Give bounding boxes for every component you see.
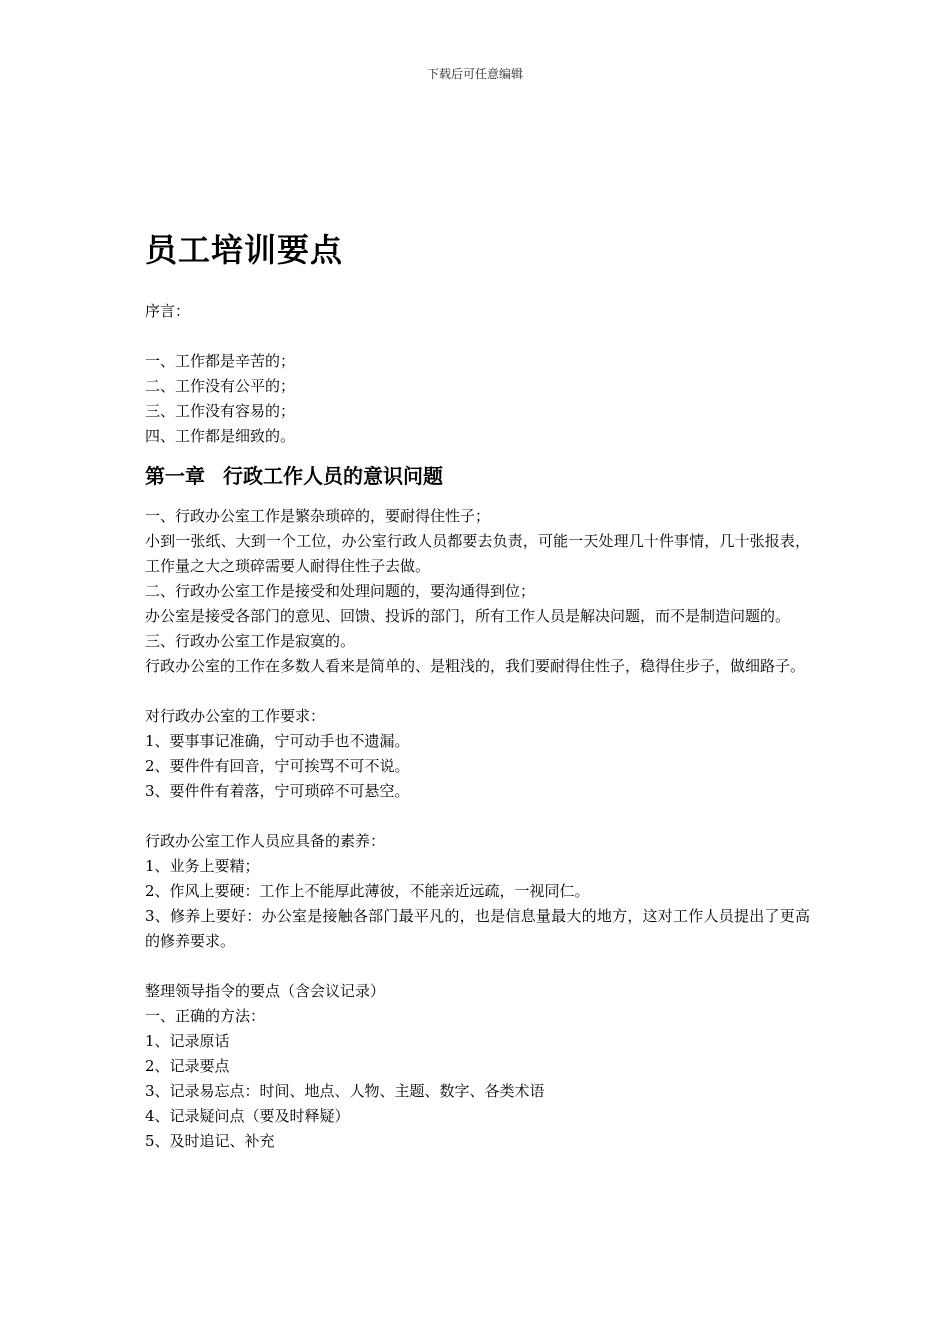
instruction-item: 3、记录易忘点：时间、地点、人物、主题、数字、各类术语	[145, 1082, 545, 1100]
section-point: 三、行政办公室工作是寂寞的。	[145, 632, 356, 650]
qualities-heading: 行政办公室工作人员应具备的素养：	[145, 832, 386, 850]
preface-item: 一、工作都是辛苦的；	[145, 352, 296, 370]
section-paragraph: 办公室是接受各部门的意见、回馈、投诉的部门，所有工作人员是解决问题，而不是制造问题的。	[145, 607, 791, 625]
requirements-heading: 对行政办公室的工作要求：	[145, 707, 326, 725]
preface-label: 序言：	[145, 302, 191, 320]
section-paragraph: 行政办公室的工作在多数人看来是简单的、是粗浅的，我们要耐得住性子，稳得住步子，做细路子。	[145, 657, 806, 675]
chapter-name: 行政工作人员的意识问题	[223, 464, 443, 488]
instruction-item: 1、记录原话	[145, 1032, 230, 1050]
section-point: 二、行政办公室工作是接受和处理问题的，要沟通得到位；	[145, 582, 536, 600]
chapter-number: 第一章	[145, 464, 205, 488]
blank-line	[145, 679, 810, 704]
quality-item: 1、业务上要精；	[145, 857, 260, 875]
instruction-item: 4、记录疑问点（要及时释疑）	[145, 1107, 350, 1125]
blank-line	[145, 954, 810, 979]
quality-item: 2、作风上要硬：工作上不能厚此薄彼，不能亲近远疏，一视同仁。	[145, 882, 590, 900]
document-title: 员工培训要点	[145, 231, 344, 269]
blank-line	[145, 804, 810, 829]
instruction-item: 5、及时追记、补充	[145, 1132, 275, 1150]
requirement-item: 2、要件件有回音，宁可挨骂不可不说。	[145, 757, 410, 775]
instruction-item: 2、记录要点	[145, 1057, 230, 1075]
requirement-item: 3、要件件有着落，宁可琐碎不可悬空。	[145, 782, 410, 800]
preface-item: 四、工作都是细致的。	[145, 427, 296, 445]
section-paragraph: 小到一张纸、大到一个工位，办公室行政人员都要去负责，可能一天处理几十件事情，几十张报表，工作量之大之琐碎需要人耐得住性子去做。	[145, 532, 810, 575]
preface-item: 三、工作没有容易的；	[145, 402, 296, 420]
section-point: 一、行政办公室工作是繁杂琐碎的，要耐得住性子；	[145, 507, 491, 525]
document-body	[145, 228, 810, 1154]
instructions-heading: 整理领导指令的要点（含会议记录）	[145, 982, 386, 1000]
preface-item: 二、工作没有公平的；	[145, 377, 296, 395]
quality-item: 3、修养上要好：办公室是接触各部门最平凡的，也是信息量最大的地方，这对工作人员提出了更高的修养要求。	[145, 907, 810, 950]
blank-line	[145, 324, 810, 349]
instructions-subheading: 一、正确的方法：	[145, 1007, 266, 1025]
page-header: 下载后可任意编辑	[426, 67, 523, 81]
chapter-heading	[145, 461, 810, 491]
requirement-item: 1、要事事记准确，宁可动手也不遗漏。	[145, 732, 410, 750]
